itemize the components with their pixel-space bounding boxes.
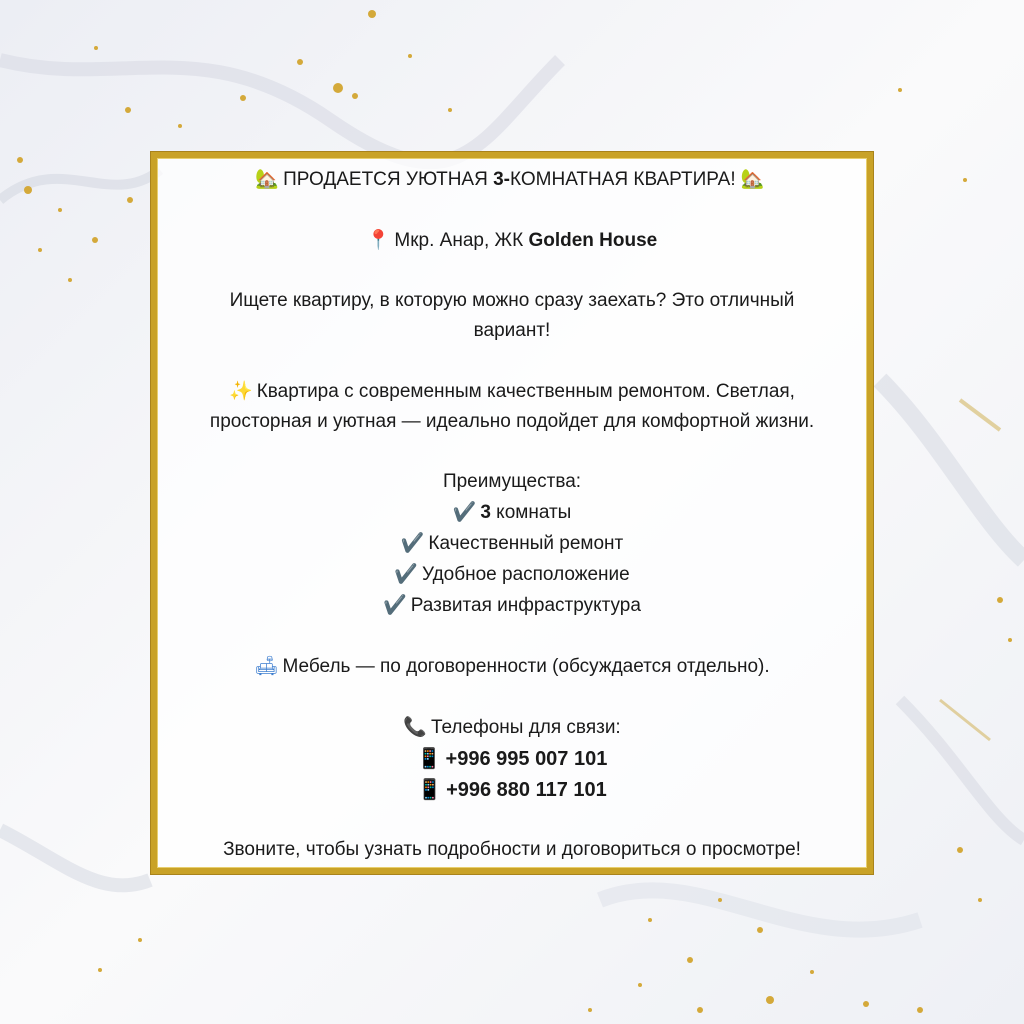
- advantage-item: [151, 528, 873, 559]
- headline-bold: 3-: [493, 169, 511, 190]
- sofa-icon: 🛋: [254, 655, 279, 677]
- advantages-title: Преимущества:: [442, 471, 582, 492]
- advantage-text: Развитая инфраструктура: [410, 595, 641, 616]
- phone-number-text: +996 995 007 101: [445, 748, 608, 770]
- headline-suffix: КОМНАТНАЯ КВАРТИРА!: [510, 169, 736, 190]
- listing-content: [151, 152, 873, 865]
- advantage-item: [151, 559, 873, 590]
- advantage-item: [151, 590, 873, 621]
- house-icon: 🏡: [255, 168, 280, 190]
- closing-text: Звоните, чтобы узнать подробности и договориться о просмотре!: [223, 839, 801, 860]
- phone-number-2[interactable]: [151, 774, 873, 805]
- advantage-bold: 3: [480, 502, 491, 523]
- furniture-note: [151, 651, 873, 682]
- headline: [151, 164, 873, 195]
- mobile-phone-icon: 📱: [416, 746, 442, 770]
- furniture-text: Мебель — по договоренности (обсуждается отдельно).: [282, 656, 770, 677]
- check-icon: ✔️: [394, 563, 418, 585]
- check-icon: ✔️: [400, 532, 425, 554]
- mobile-phone-icon: 📱: [417, 777, 443, 801]
- check-icon: ✔️: [452, 501, 477, 523]
- location-text: Мкр. Анар, ЖК: [394, 230, 529, 251]
- advantage-item: [151, 497, 873, 528]
- pin-icon: 📍: [366, 229, 391, 251]
- advantage-text: комнаты: [490, 502, 572, 523]
- description-text-1: Квартира с современным качественным ремонтом. Светлая,: [256, 381, 795, 402]
- sparkles-icon: ✨: [229, 380, 253, 402]
- location: [151, 225, 873, 256]
- contacts-title: [151, 712, 873, 743]
- description-line-2: просторная и уютная — идеально подойдет для комфортной жизни.: [209, 411, 815, 432]
- description-line-1: [151, 376, 873, 407]
- phone-number-text: +996 880 117 101: [446, 779, 607, 801]
- intro-line-1: Ищете квартиру, в которую можно сразу заехать? Это отличный: [229, 290, 795, 311]
- check-icon: ✔️: [383, 594, 407, 616]
- location-bold: Golden House: [528, 230, 658, 251]
- advantage-text: Удобное расположение: [421, 564, 630, 585]
- headline-prefix: ПРОДАЕТСЯ УЮТНАЯ: [283, 169, 494, 190]
- contacts-title-text: Телефоны для связи:: [430, 717, 621, 738]
- intro-line-2: вариант!: [473, 320, 551, 341]
- phone-number-1[interactable]: [151, 743, 873, 774]
- advantage-text: Качественный ремонт: [428, 533, 624, 554]
- house-icon: 🏡: [740, 168, 765, 190]
- telephone-icon: 📞: [403, 716, 427, 738]
